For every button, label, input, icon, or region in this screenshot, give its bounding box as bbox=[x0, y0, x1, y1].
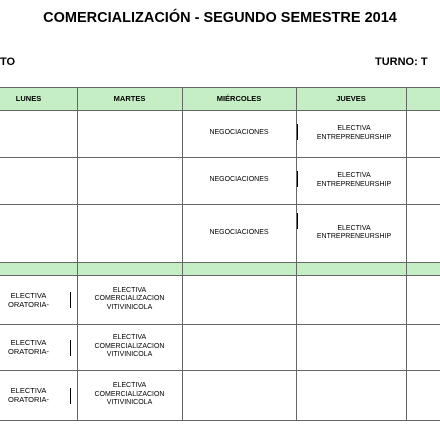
schedule-cell: NEGOCIACIONES bbox=[209, 228, 269, 236]
cell-divider bbox=[70, 388, 71, 404]
column-header: MIÉRCOLES bbox=[182, 87, 296, 110]
table-rule bbox=[0, 370, 440, 371]
schedule-cell: ELECTIVA COMERCIALIZACION VITIVINICOLA bbox=[94, 334, 165, 359]
schedule-cell: ELECTIVA ORATORIA- bbox=[8, 386, 49, 404]
schedule-cell: ELECTIVA ENTREPRENEURSHIP bbox=[316, 172, 392, 188]
schedule-cell bbox=[0, 204, 77, 262]
table-rule bbox=[406, 87, 407, 420]
schedule-cell bbox=[182, 370, 296, 420]
table-rule bbox=[0, 204, 440, 205]
table-rule bbox=[0, 420, 440, 421]
cell-divider bbox=[297, 213, 298, 229]
column-header: JUEVES bbox=[296, 87, 406, 110]
table-rule bbox=[182, 87, 183, 420]
cell-divider bbox=[297, 124, 298, 140]
column-header: LUNES bbox=[0, 87, 77, 110]
schedule-cell bbox=[0, 110, 77, 157]
schedule-cell: ELECTIVA ENTREPRENEURSHIP bbox=[316, 224, 392, 240]
cell-divider bbox=[297, 171, 298, 187]
schedule-cell: NEGOCIACIONES bbox=[209, 176, 269, 184]
schedule-cell bbox=[296, 324, 406, 370]
column-header: MARTES bbox=[77, 87, 182, 110]
table-rule bbox=[0, 324, 440, 325]
schedule-cell bbox=[77, 157, 182, 204]
cell-divider bbox=[70, 292, 71, 308]
schedule-cell: ELECTIVA ORATORIA- bbox=[8, 290, 49, 309]
schedule-cell bbox=[182, 275, 296, 324]
schedule-cell: NEGOCIACIONES bbox=[209, 129, 269, 137]
table-rule bbox=[0, 157, 440, 158]
left-label: TO bbox=[0, 56, 16, 68]
schedule-cell bbox=[296, 275, 406, 324]
schedule-cell bbox=[296, 370, 406, 420]
cell-divider bbox=[70, 340, 71, 356]
schedule-cell: ELECTIVA COMERCIALIZACION VITIVINICOLA bbox=[94, 382, 165, 407]
separator-band bbox=[0, 262, 440, 275]
schedule-cell: ELECTIVA COMERCIALIZACION VITIVINICOLA bbox=[94, 286, 165, 311]
table-rule bbox=[0, 110, 440, 111]
schedule-cell: ELECTIVA ORATORIA- bbox=[8, 338, 49, 356]
turno-label: TURNO: T bbox=[375, 56, 428, 68]
schedule-cell bbox=[182, 324, 296, 370]
schedule-cell bbox=[77, 110, 182, 157]
schedule-cell bbox=[77, 204, 182, 262]
schedule-cell bbox=[0, 157, 77, 204]
table-rule bbox=[0, 87, 440, 88]
table-rule bbox=[77, 87, 78, 420]
table-rule bbox=[0, 275, 440, 276]
table-rule bbox=[0, 262, 440, 263]
schedule-cell: ELECTIVA ENTREPRENEURSHIP bbox=[316, 125, 392, 141]
page-title: COMERCIALIZACIÓN - SEGUNDO SEMESTRE 2014 bbox=[43, 10, 397, 26]
